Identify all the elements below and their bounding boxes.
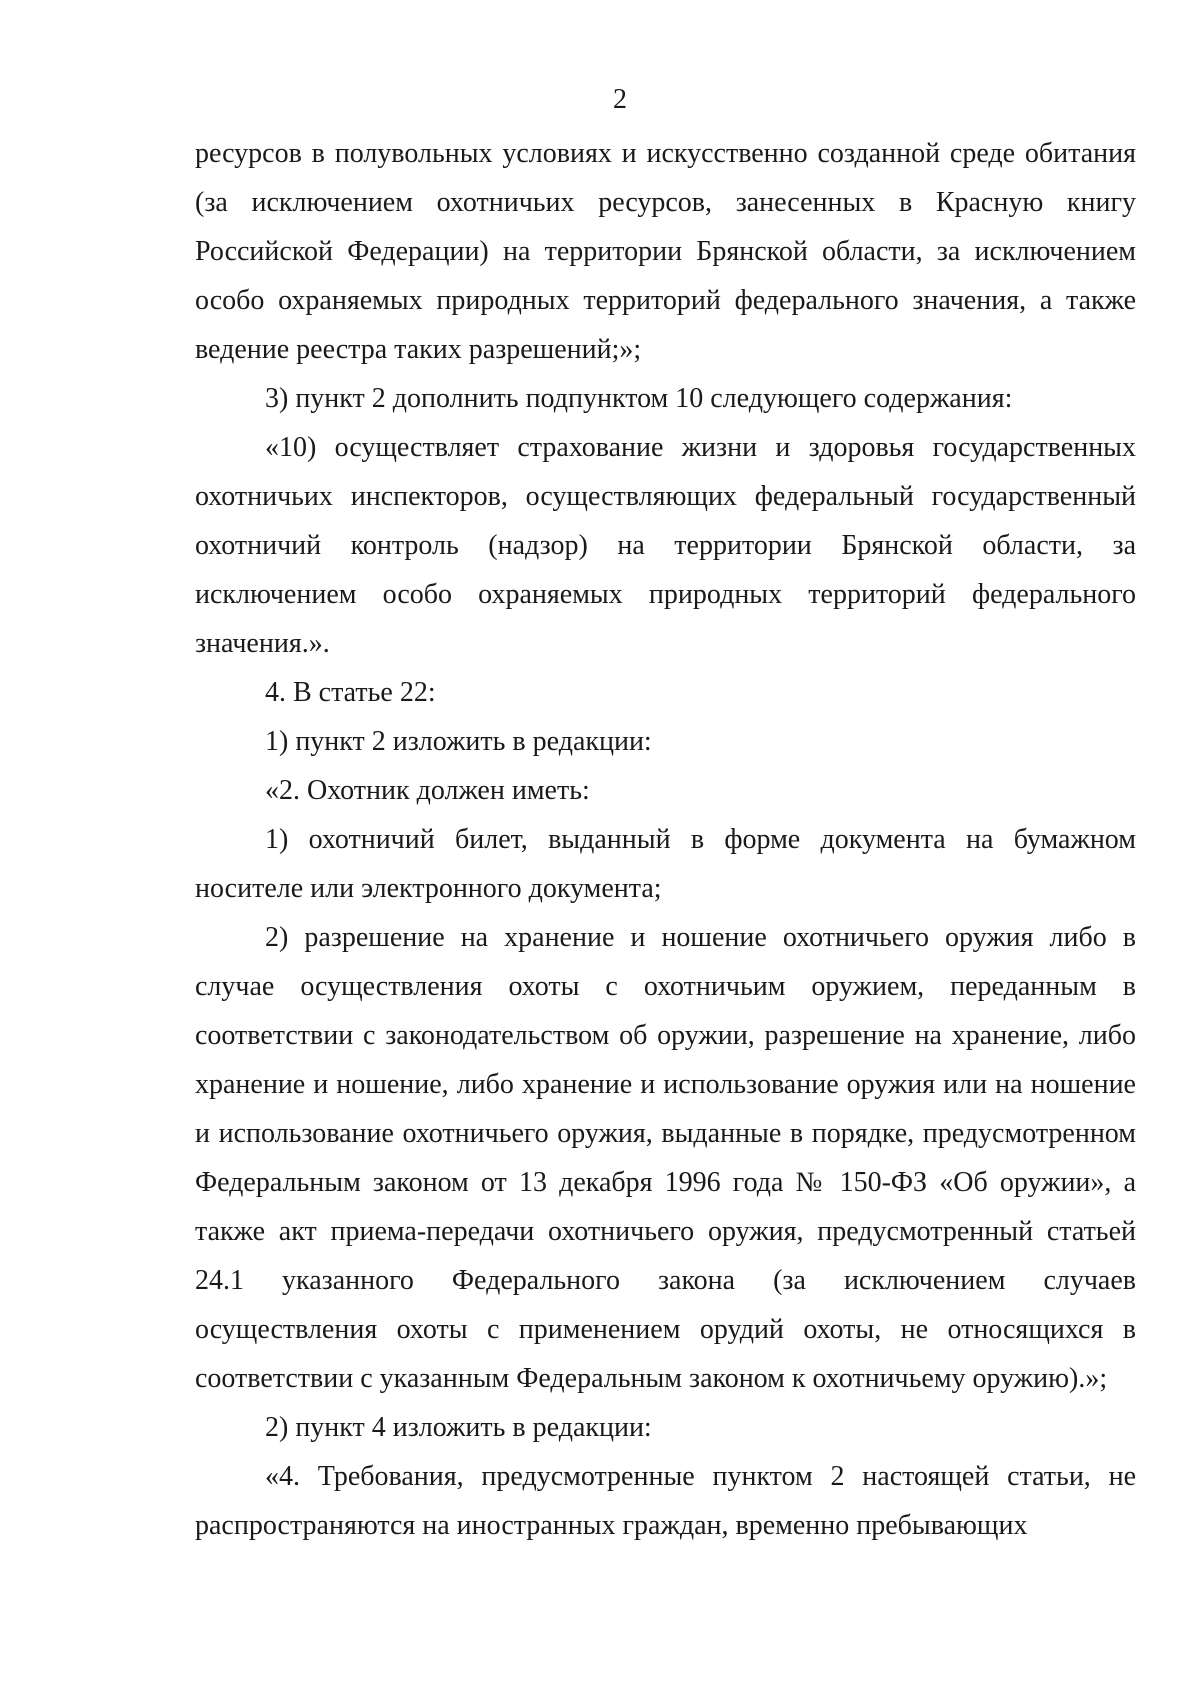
paragraph-weapon-permit: 2) разрешение на хранение и ношение охотничьего оружия либо в случае осуществления охоты с охотничьим оружием, переданным в соответствии с законодательством об оружии, разрешение на хранение, либо хранение и ношение, либо хранение и использование оружия или на ношение и использование охотничьего оружия, выданные в порядке, предусмотренном Федеральным законом от 13 декабря 1996 года № 150-ФЗ «Об оружии», а также акт приема-передачи охотничьего оружия, предусмотренный статьей 24.1 указанного Федерального закона (за исключением случаев осуществления охоты с применением орудий охоты, не относящихся в соответствии с указанным Федеральным законом к охотничьему оружию).»; bbox=[195, 922, 1136, 1394]
paragraph-item-3: 3) пункт 2 дополнить подпунктом 10 следующего содержания: bbox=[265, 383, 1013, 414]
paragraph-hunter-must-have: «2. Охотник должен иметь: bbox=[265, 775, 590, 806]
paragraph-continuation: ресурсов в полувольных условиях и искусственно созданной среде обитания (за исключением охотничьих ресурсов, занесенных в Красную книгу Российской Федерации) на территории Брянской области, за исключением особо охраняемых природных территорий федерального значения, а также ведение реестра таких разрешений;»; bbox=[195, 138, 1136, 365]
paragraph-hunting-license: 1) охотничий билет, выданный в форме документа на бумажном носителе или электронного документа; bbox=[195, 824, 1136, 904]
page-number: 2 bbox=[613, 84, 627, 115]
paragraph-requirements: «4. Требования, предусмотренные пунктом 2 настоящей статьи, не распространяются на иностранных граждан, временно пребывающих bbox=[195, 1461, 1136, 1541]
paragraph-item-1-edit: 1) пункт 2 изложить в редакции: bbox=[265, 726, 652, 757]
paragraph-subitem-10: «10) осуществляет страхование жизни и здоровья государственных охотничьих инспекторов, осуществляющих федеральный государственный охотничий контроль (надзор) на территории Брянской области, за исключением особо охраняемых природных территорий федерального значения.». bbox=[195, 432, 1136, 659]
paragraph-article-22: 4. В статье 22: bbox=[265, 677, 436, 708]
document-body bbox=[195, 129, 1136, 1550]
paragraph-item-2-edit: 2) пункт 4 изложить в редакции: bbox=[265, 1412, 652, 1443]
